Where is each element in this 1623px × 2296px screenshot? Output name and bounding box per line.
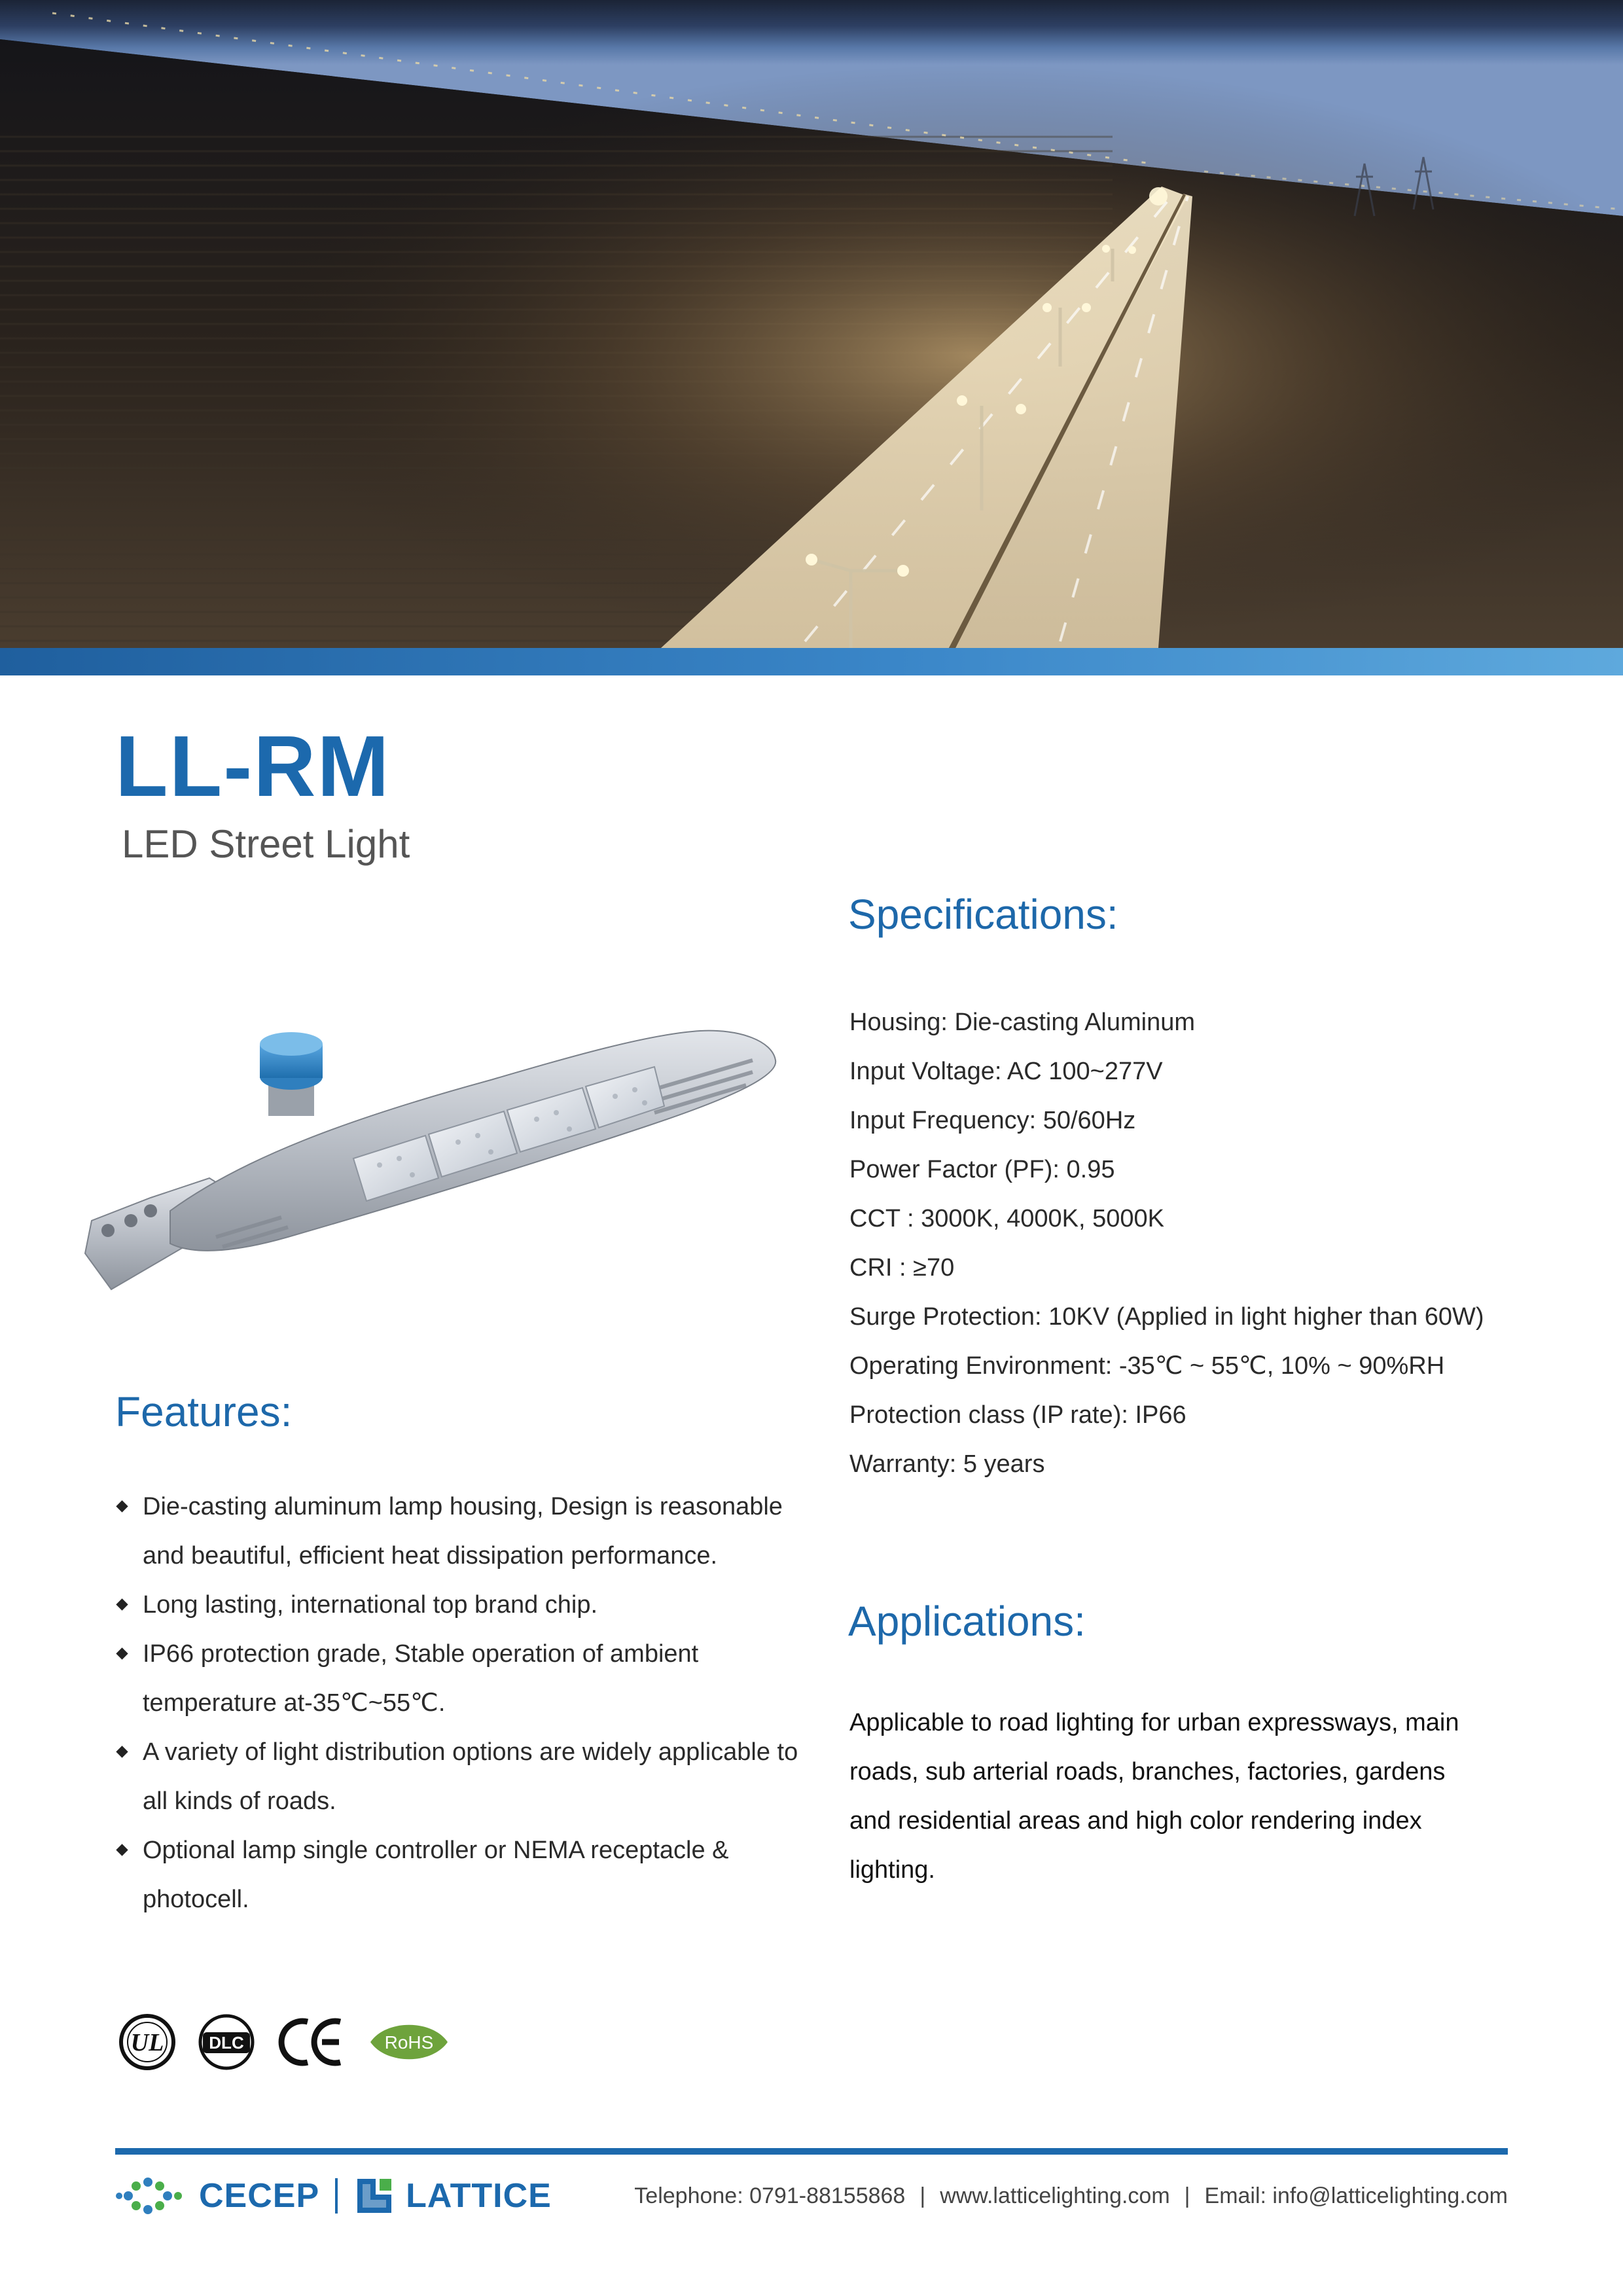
spec-item: Input Voltage: AC 100~277V xyxy=(849,1058,1163,1085)
certification-logos xyxy=(118,2013,452,2072)
brand-lattice: LATTICE xyxy=(406,2177,552,2215)
product-model: LL-RM xyxy=(115,718,391,814)
feature-text: Long lasting, international top brand chip. xyxy=(143,1591,598,1619)
feature-item xyxy=(115,1630,809,1728)
hero-accent-bar xyxy=(0,648,1623,675)
ul-logo-text: UL xyxy=(130,2029,164,2056)
feature-text: Optional lamp single controller or NEMA receptacle & photocell. xyxy=(143,1837,729,1913)
features-list xyxy=(115,1482,809,1924)
highway-night-photo xyxy=(0,0,1623,648)
specifications-heading: Specifications: xyxy=(848,891,1118,938)
feature-item xyxy=(115,1728,809,1826)
contact-separator: | xyxy=(919,2183,926,2208)
hero-image xyxy=(0,0,1623,648)
contact-separator: | xyxy=(1184,2183,1190,2208)
spec-item: CCT : 3000K, 4000K, 5000K xyxy=(849,1205,1164,1232)
features-heading: Features: xyxy=(115,1388,293,1435)
ce-logo-icon xyxy=(276,2013,348,2072)
feature-text: IP66 protection grade, Stable operation of ambient temperature at-35℃~55℃. xyxy=(143,1640,699,1717)
contact-info xyxy=(634,2183,1508,2209)
bullet-diamond-icon xyxy=(116,1647,128,1659)
street-light-illustration xyxy=(72,962,792,1302)
bullet-diamond-icon xyxy=(116,1598,128,1610)
footer xyxy=(115,2166,1508,2225)
bullet-diamond-icon xyxy=(116,1844,128,1856)
cecep-logo-icon xyxy=(115,2173,187,2219)
applications-text: Applicable to road lighting for urban expressways, main roads, sub arterial roads, branches, factories, gardens and residential areas and high color rendering index lighting. xyxy=(849,1709,1459,1884)
street-light-product-image xyxy=(72,962,792,1306)
ce-logo-text: CE xyxy=(312,2070,313,2071)
rohs-logo-icon xyxy=(366,2013,452,2072)
spec-item: Housing: Die-casting Aluminum xyxy=(849,1009,1196,1036)
spec-item: CRI : ≥70 xyxy=(849,1254,955,1282)
feature-item xyxy=(115,1482,809,1581)
product-subtitle: LED Street Light xyxy=(122,822,410,866)
ul-logo-icon xyxy=(118,2013,177,2072)
telephone: Telephone: 0791-88155868 xyxy=(634,2183,906,2208)
lattice-logo-icon xyxy=(353,2175,395,2217)
website-link[interactable]: www.latticelighting.com xyxy=(940,2183,1170,2208)
dlc-logo-icon xyxy=(195,2013,258,2072)
spec-item: Surge Protection: 10KV (Applied in light higher than 60W) xyxy=(849,1303,1484,1331)
brand-separator xyxy=(335,2178,338,2214)
specifications-list xyxy=(849,998,1484,1489)
feature-text: Die-casting aluminum lamp housing, Design is reasonable and beautiful, efficient heat dissipation performance. xyxy=(143,1493,783,1570)
bullet-diamond-icon xyxy=(116,1746,128,1757)
feature-text: A variety of light distribution options are widely applicable to all kinds of roads. xyxy=(143,1738,798,1815)
spec-item: Warranty: 5 years xyxy=(849,1450,1045,1478)
bullet-diamond-icon xyxy=(116,1500,128,1512)
feature-item xyxy=(115,1581,809,1630)
rohs-logo-text: RoHS xyxy=(384,2032,434,2053)
spec-item: Input Frequency: 50/60Hz xyxy=(849,1107,1136,1134)
applications-heading: Applications: xyxy=(848,1598,1086,1645)
spec-item: Power Factor (PF): 0.95 xyxy=(849,1156,1115,1183)
dlc-logo-text: DLC xyxy=(209,2033,244,2053)
footer-rule xyxy=(115,2148,1508,2155)
feature-item xyxy=(115,1826,809,1924)
brand-cecep: CECEP xyxy=(199,2177,320,2215)
spec-item: Operating Environment: -35℃ ~ 55℃, 10% ~ 90%RH xyxy=(849,1352,1445,1380)
spec-item: Protection class (IP rate): IP66 xyxy=(849,1401,1186,1429)
email-link[interactable]: Email: info@latticelighting.com xyxy=(1204,2183,1508,2208)
